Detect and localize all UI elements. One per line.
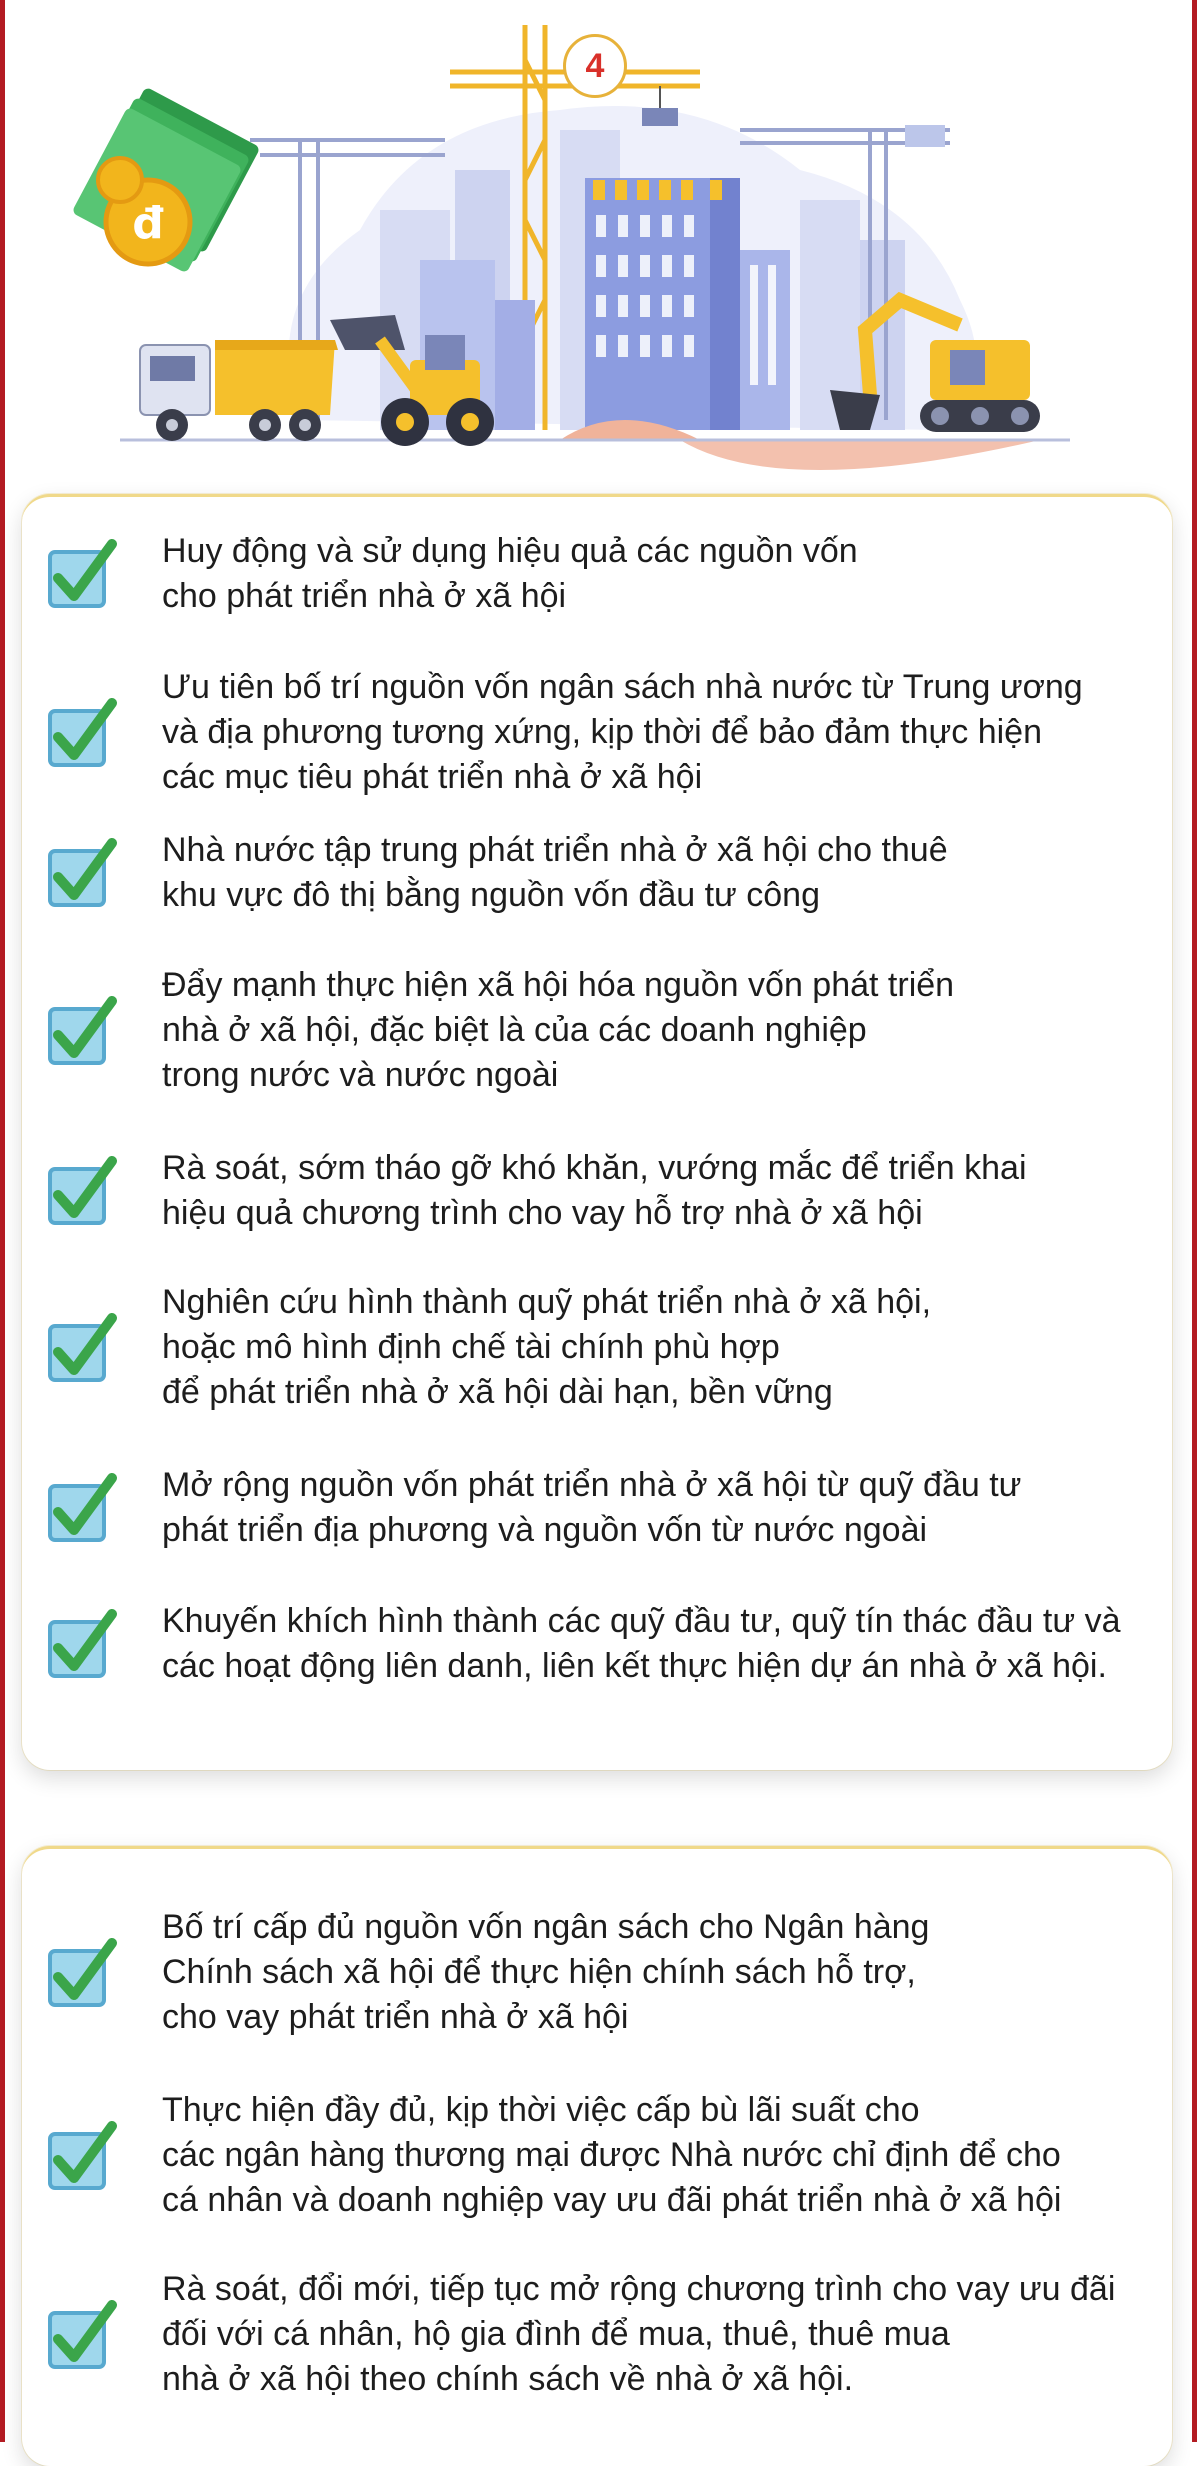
checkmark-icon [46,538,118,610]
svg-text:đ: đ [132,198,164,249]
checkmark-icon [46,1608,118,1680]
list-item [46,1463,1142,1553]
list-item [46,1280,1142,1415]
checkmark-icon [46,2299,118,2371]
list-item-text: Huy động và sử dụng hiệu quả các nguồn vốn cho phát triển nhà ở xã hội [162,532,858,615]
list-item [46,1905,1142,2040]
checkmark-icon [46,2120,118,2192]
dig-pit-icon [680,440,1040,470]
checkmark-icon [46,1937,118,2009]
list-item-text: Nhà nước tập trung phát triển nhà ở xã hội cho thuê khu vực đô thị bằng nguồn vốn đầu tư công [162,831,948,914]
bank-lending-card [22,1846,1172,2466]
list-item-text: Nghiên cứu hình thành quỹ phát triển nhà ở xã hội, hoặc mô hình định chế tài chính phù hợp để phát triển nhà ở xã hội dài hạn, bền vững [162,1283,932,1411]
list-item-text: Mở rộng nguồn vốn phát triển nhà ở xã hội từ quỹ đầu tư phát triển địa phương và nguồn vốn từ nước ngoài [162,1466,1022,1549]
list-item [46,828,1142,918]
list-item-text: Khuyến khích hình thành các quỹ đầu tư, quỹ tín thác đầu tư và các hoạt động liên danh, liên kết thực hiện dự án nhà ở xã hội. [162,1602,1121,1685]
checkmark-icon [46,1155,118,1227]
list-item-text: Ưu tiên bố trí nguồn vốn ngân sách nhà nước từ Trung ương và địa phương tương xứng, kịp thời để bảo đảm thực hiện các mục tiêu phát triển nhà ở xã hội [162,668,1083,796]
list-item [46,963,1142,1098]
dump-truck-icon [140,340,338,441]
step-number-badge: 4 [563,34,627,98]
checkmark-icon [46,1312,118,1384]
funding-measures-card [22,494,1172,1770]
list-item [46,2088,1142,2223]
list-item [46,1146,1142,1236]
list-item [46,529,1142,619]
list-item-text: Rà soát, sớm tháo gỡ khó khăn, vướng mắc để triển khai hiệu quả chương trình cho vay hỗ trợ nhà ở xã hội [162,1149,1027,1232]
list-item-text: Rà soát, đổi mới, tiếp tục mở rộng chương trình cho vay ưu đãi đối với cá nhân, hộ gia đình để mua, thuê, thuê mua nhà ở xã hội theo chính sách về nhà ở xã hội. [162,2270,1116,2398]
list-item [46,2267,1142,2402]
checkmark-icon [46,697,118,769]
money-stack-icon [71,87,260,274]
checkmark-icon [46,1472,118,1544]
list-item [46,1599,1142,1689]
list-item [46,665,1142,800]
list-item-text: Bố trí cấp đủ nguồn vốn ngân sách cho Ngân hàng Chính sách xã hội để thực hiện chính sách hỗ trợ, cho vay phát triển nhà ở xã hội [162,1908,930,2036]
checkmark-icon [46,837,118,909]
list-item-text: Thực hiện đầy đủ, kịp thời việc cấp bù lãi suất cho các ngân hàng thương mại được Nhà nước chỉ định để cho cá nhân và doanh nghiệp vay ưu đãi phát triển nhà ở xã hội [162,2091,1062,2219]
list-item-text: Đẩy mạnh thực hiện xã hội hóa nguồn vốn phát triển nhà ở xã hội, đặc biệt là của các doanh nghiệp trong nước và nước ngoài [162,966,955,1094]
checkmark-icon [46,995,118,1067]
